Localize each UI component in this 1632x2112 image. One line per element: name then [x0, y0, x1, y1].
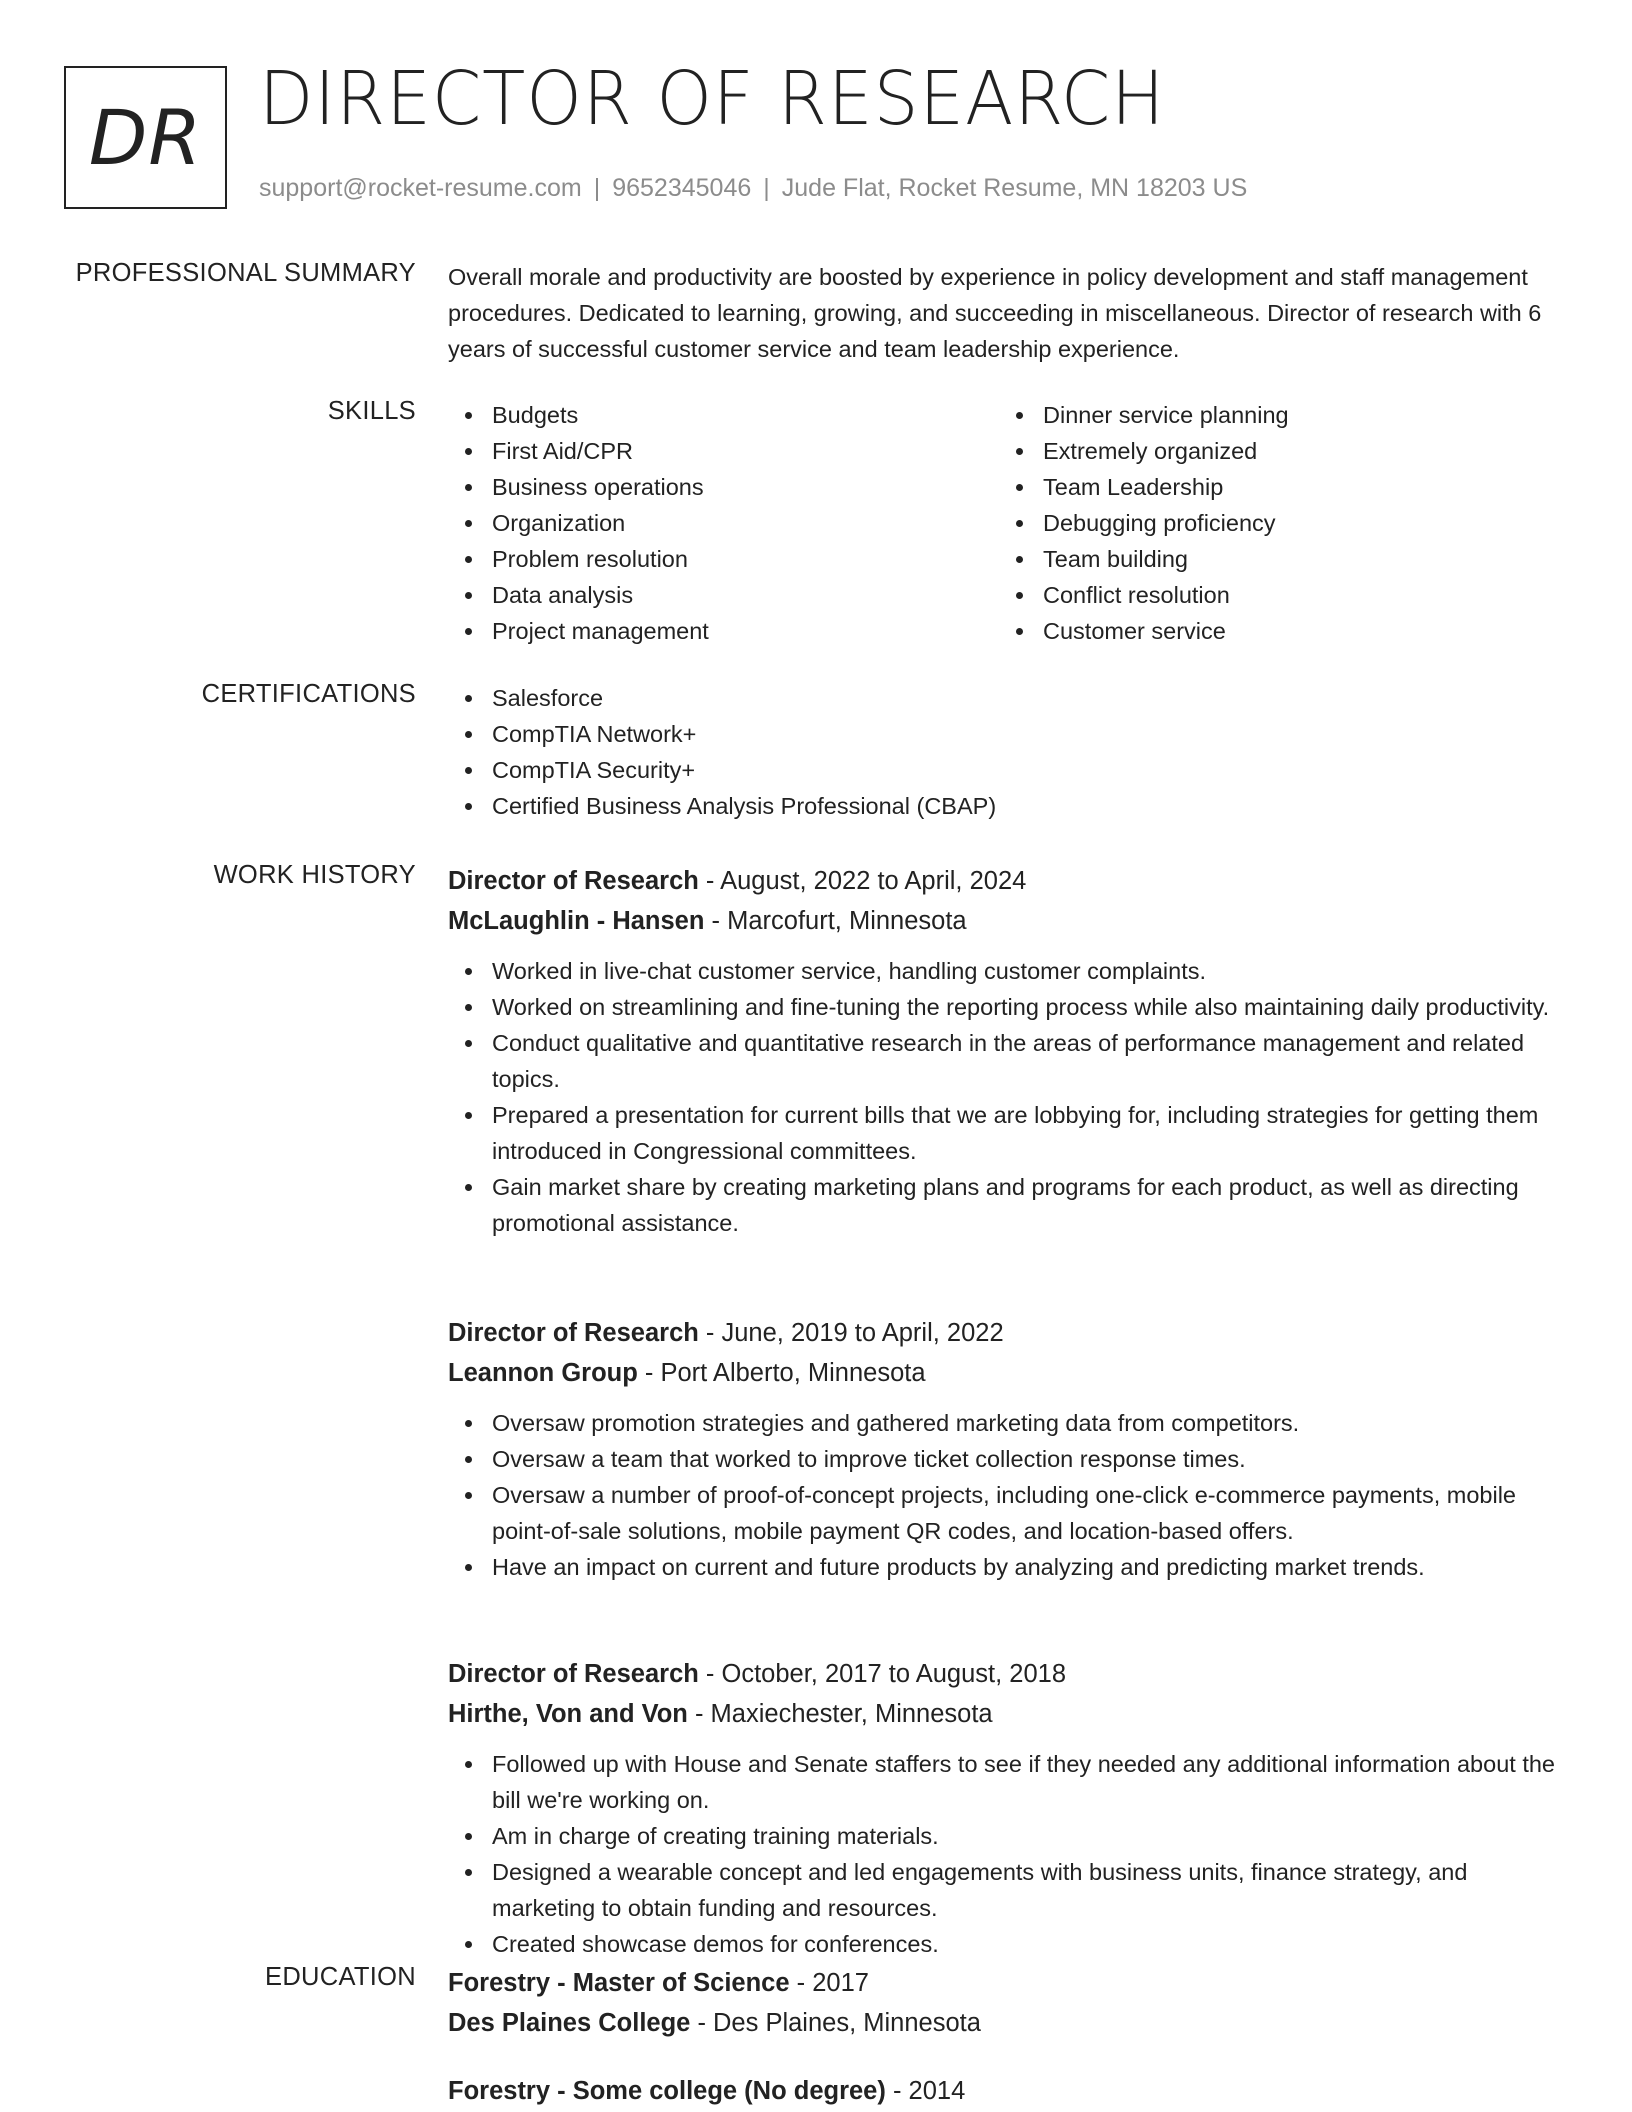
certification-item: Certified Business Analysis Professional (CBAP) [448, 788, 1558, 824]
job-title-line [448, 1313, 1558, 1353]
job-dates: - October, 2017 to August, 2018 [698, 1660, 1067, 1688]
skill-item: Project management [448, 613, 999, 649]
job-bullet: Oversaw a team that worked to improve ticket collection response times. [448, 1441, 1558, 1477]
certification-item: CompTIA Network+ [448, 716, 1558, 752]
summary-text: Overall morale and productivity are boosted by experience in policy development and staff management procedures. Dedicated to learning, growing, and succeeding in miscellaneous. Director of research with 6 years of successful customer service and team leadership experience. [448, 264, 1542, 362]
job-bullet: Oversaw promotion strategies and gathered marketing data from competitors. [448, 1405, 1558, 1441]
contact-email: support@rocket-resume.com [259, 174, 582, 202]
job-bullet: Worked on streamlining and fine-tuning the reporting process while also maintaining daily productivity. [448, 989, 1558, 1025]
section-label-skills: SKILLS [327, 397, 416, 425]
degree-name: Forestry - Master of Science [448, 1969, 790, 1997]
job-company-line [448, 901, 1558, 941]
job-title-line [448, 861, 1558, 901]
resume-header [64, 56, 1568, 210]
degree-year: - 2017 [789, 1969, 869, 1997]
job-bullets [448, 953, 1558, 1241]
section-label-work-history: WORK HISTORY [213, 861, 416, 889]
skill-item: Business operations [448, 469, 999, 505]
job-bullet: Worked in live-chat customer service, handling customer complaints. [448, 953, 1558, 989]
certifications-list [448, 680, 1558, 824]
degree-line [448, 1963, 1558, 2003]
job-location: - Maxiechester, Minnesota [687, 1700, 993, 1728]
section-label-education: EDUCATION [265, 1963, 416, 1991]
job-bullet: Have an impact on current and future products by analyzing and predicting market trends. [448, 1549, 1558, 1585]
job-dates: - August, 2022 to April, 2024 [698, 867, 1027, 895]
contact-address: Jude Flat, Rocket Resume, MN 18203 US [781, 174, 1248, 202]
contact-separator: | [763, 174, 770, 202]
skill-item: Dinner service planning [999, 397, 1550, 433]
contact-line [259, 174, 1247, 203]
school-line [448, 2003, 1558, 2043]
job-dates: - June, 2019 to April, 2022 [698, 1319, 1004, 1347]
skill-item: Team building [999, 541, 1550, 577]
skills-list-right [999, 397, 1550, 649]
section-label-summary: PROFESSIONAL SUMMARY [75, 259, 416, 287]
job-company: McLaughlin - Hansen [448, 907, 705, 935]
job-company-line [448, 1353, 1558, 1393]
certification-item: CompTIA Security+ [448, 752, 1558, 788]
skill-item: Team Leadership [999, 469, 1550, 505]
skill-item: Extremely organized [999, 433, 1550, 469]
job-location: - Marcofurt, Minnesota [704, 907, 967, 935]
school-location: - Des Plaines, Minnesota [690, 2009, 981, 2037]
job-bullet: Oversaw a number of proof-of-concept projects, including one-click e-commerce payments, mobile point-of-sale solutions, mobile payment QR codes, and location-based offers. [448, 1477, 1558, 1549]
job-entry [448, 1313, 1558, 1585]
monogram-badge: DR [64, 66, 227, 209]
job-bullet: Gain market share by creating marketing plans and programs for each product, as well as directing promotional assistance. [448, 1169, 1558, 1241]
job-bullets [448, 1746, 1558, 1962]
degree-name: Forestry - Some college (No degree) [448, 2077, 886, 2105]
job-bullet: Followed up with House and Senate staffers to see if they needed any additional information about the bill we're working on. [448, 1746, 1558, 1818]
job-title: Director of Research [448, 867, 699, 895]
skill-item: Conflict resolution [999, 577, 1550, 613]
job-entry [448, 861, 1558, 1241]
job-location: - Port Alberto, Minnesota [637, 1359, 926, 1387]
job-company: Hirthe, Von and Von [448, 1700, 688, 1728]
job-title-line [448, 1654, 1558, 1694]
job-bullet: Prepared a presentation for current bills that we are lobbying for, including strategies for getting them introduced in Congressional committees. [448, 1097, 1558, 1169]
certification-item: Salesforce [448, 680, 1558, 716]
job-company-line [448, 1694, 1558, 1734]
education-entry [448, 2071, 1558, 2111]
skill-item: Problem resolution [448, 541, 999, 577]
job-company: Leannon Group [448, 1359, 638, 1387]
job-entry [448, 1654, 1558, 1962]
job-title: Director of Research [448, 1319, 699, 1347]
job-bullets [448, 1405, 1558, 1585]
job-bullet: Conduct qualitative and quantitative research in the areas of performance management and related topics. [448, 1025, 1558, 1097]
degree-line [448, 2071, 1558, 2111]
skill-item: Organization [448, 505, 999, 541]
school-name: Des Plaines College [448, 2009, 691, 2037]
section-label-certifications: CERTIFICATIONS [201, 680, 416, 708]
skill-item: Customer service [999, 613, 1550, 649]
job-bullet: Designed a wearable concept and led engagements with business units, finance strategy, and marketing to obtain funding and resources. [448, 1854, 1558, 1926]
skill-item: Budgets [448, 397, 999, 433]
skills-list-left [448, 397, 999, 649]
skill-item: Data analysis [448, 577, 999, 613]
contact-phone: 9652345046 [612, 174, 752, 202]
skill-item: First Aid/CPR [448, 433, 999, 469]
job-title: Director of Research [448, 1660, 699, 1688]
job-bullet: Am in charge of creating training materials. [448, 1818, 1558, 1854]
skill-item: Debugging proficiency [999, 505, 1550, 541]
education-entry [448, 1963, 1558, 2043]
resume-title: DIRECTOR OF RESEARCH [259, 56, 1166, 142]
degree-year: - 2014 [885, 2077, 966, 2105]
job-bullet: Created showcase demos for conferences. [448, 1926, 1558, 1962]
contact-separator: | [593, 174, 601, 202]
